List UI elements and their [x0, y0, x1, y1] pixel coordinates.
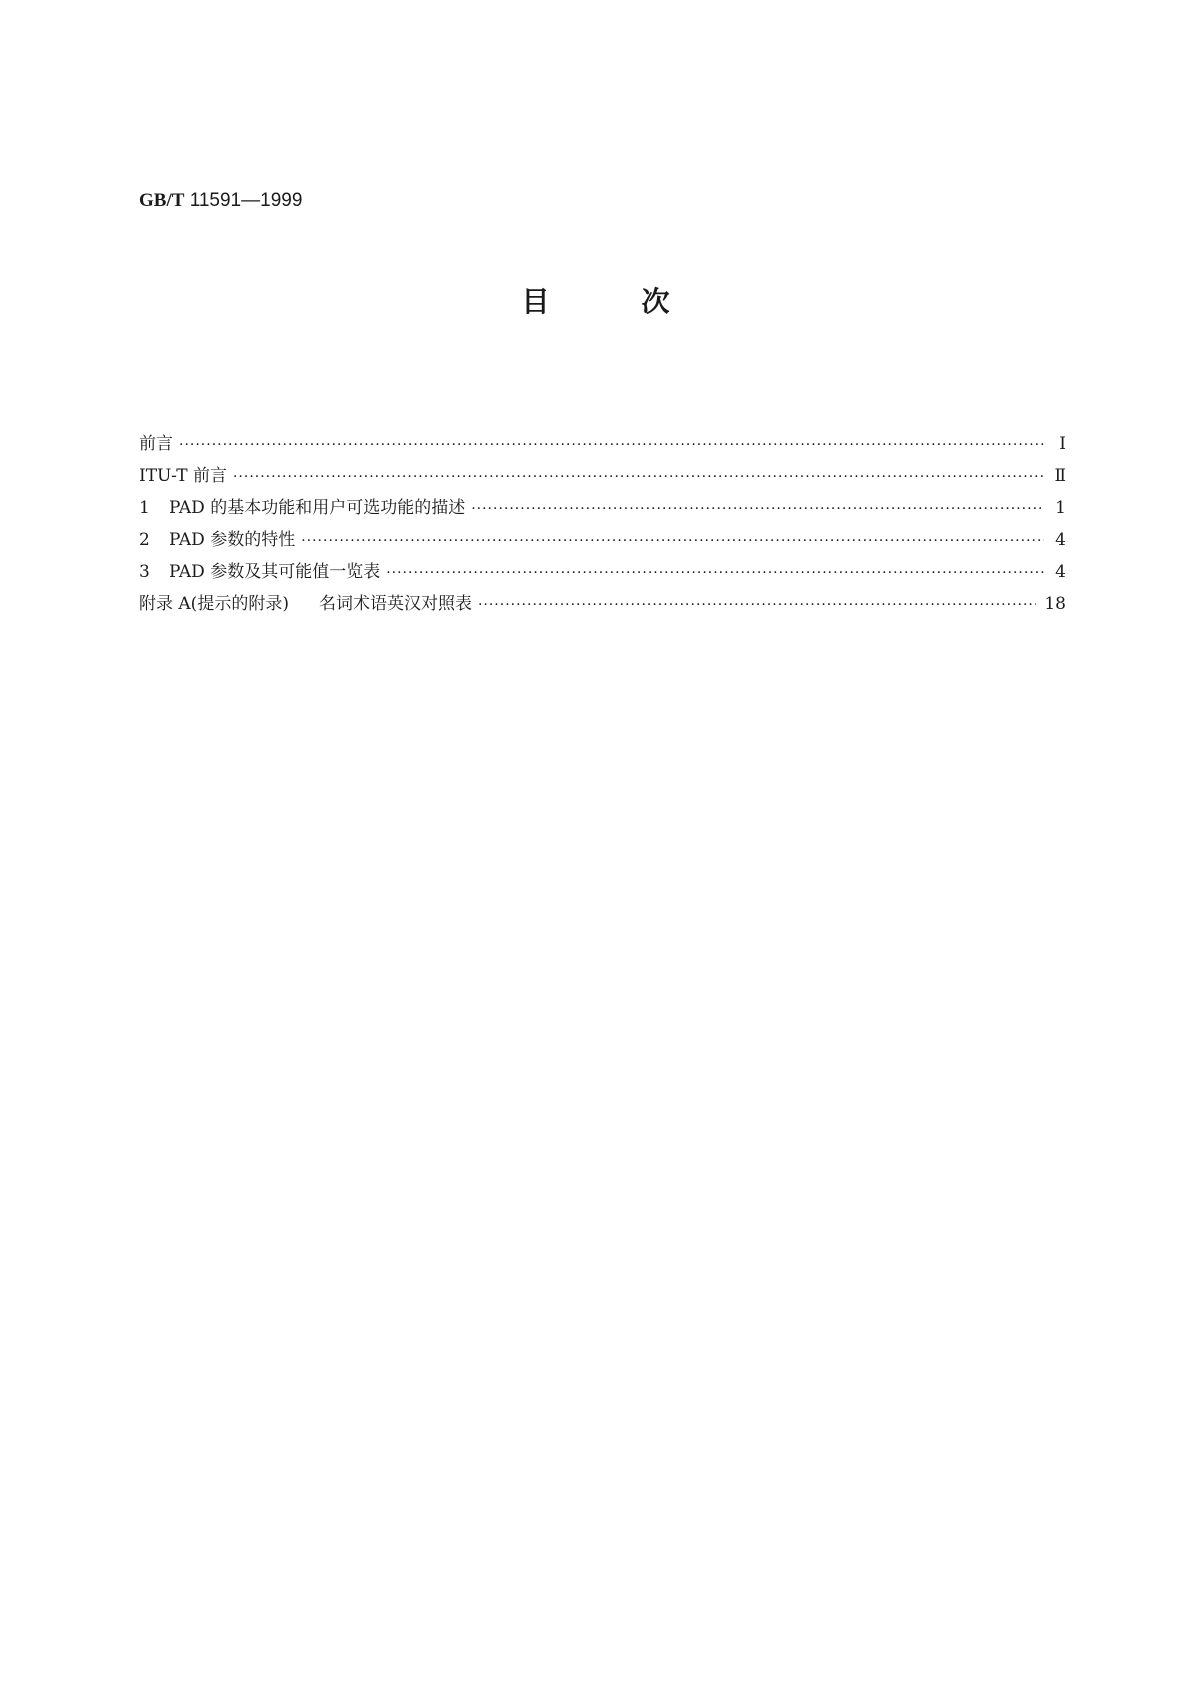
toc-page-number: Ⅰ: [1059, 434, 1066, 454]
toc-page-number: 4: [1055, 530, 1066, 550]
toc-section-number: 1: [139, 498, 150, 518]
toc-dot-leader: [386, 557, 1044, 589]
toc-entry-appendix-a[interactable]: [139, 588, 1066, 620]
standard-number: [139, 188, 302, 214]
toc-entry-text: PAD 的基本功能和用户可选功能的描述: [169, 498, 466, 518]
toc-entry-section-2[interactable]: [139, 524, 1066, 556]
toc-entry-text: PAD 参数的特性: [169, 530, 296, 550]
table-of-contents: [139, 428, 1066, 620]
toc-entry-text: 前言: [139, 434, 173, 454]
toc-entry-label: [139, 524, 295, 556]
toc-entry-text: PAD 参数及其可能值一览表: [169, 562, 381, 582]
toc-page-number: Ⅱ: [1054, 466, 1066, 486]
toc-section-number: 3: [139, 562, 150, 582]
toc-section-number: 2: [139, 530, 150, 550]
standard-dash: —: [241, 190, 261, 211]
toc-page-number: 4: [1055, 562, 1066, 582]
toc-entry-subtitle: 名词术语英汉对照表: [318, 594, 472, 614]
toc-entry-label: [139, 428, 173, 460]
toc-entry-section-1[interactable]: [139, 492, 1066, 524]
toc-entry-itu-foreword[interactable]: [139, 460, 1066, 492]
toc-entry-foreword[interactable]: [139, 428, 1066, 460]
toc-dot-leader: [179, 429, 1044, 461]
toc-entry-label: [139, 460, 227, 492]
toc-entry-text: 附录 A(提示的附录): [139, 594, 289, 614]
toc-dot-leader: [233, 461, 1044, 493]
standard-id: 11591: [189, 190, 242, 211]
toc-page-number: 1: [1055, 498, 1066, 518]
toc-entry-section-3[interactable]: [139, 556, 1066, 588]
standard-code: GB/T: [139, 190, 185, 211]
toc-entry-label: [139, 588, 472, 620]
page-title: 目次: [521, 285, 762, 318]
toc-entry-label: [139, 492, 465, 524]
standard-year: 1999: [260, 190, 303, 211]
toc-entry-label: [139, 556, 380, 588]
toc-entry-text: ITU-T 前言: [139, 466, 227, 486]
toc-dot-leader: [471, 493, 1044, 525]
toc-dot-leader: [478, 589, 1036, 621]
toc-page-number: 18: [1044, 594, 1066, 614]
toc-dot-leader: [301, 525, 1044, 557]
